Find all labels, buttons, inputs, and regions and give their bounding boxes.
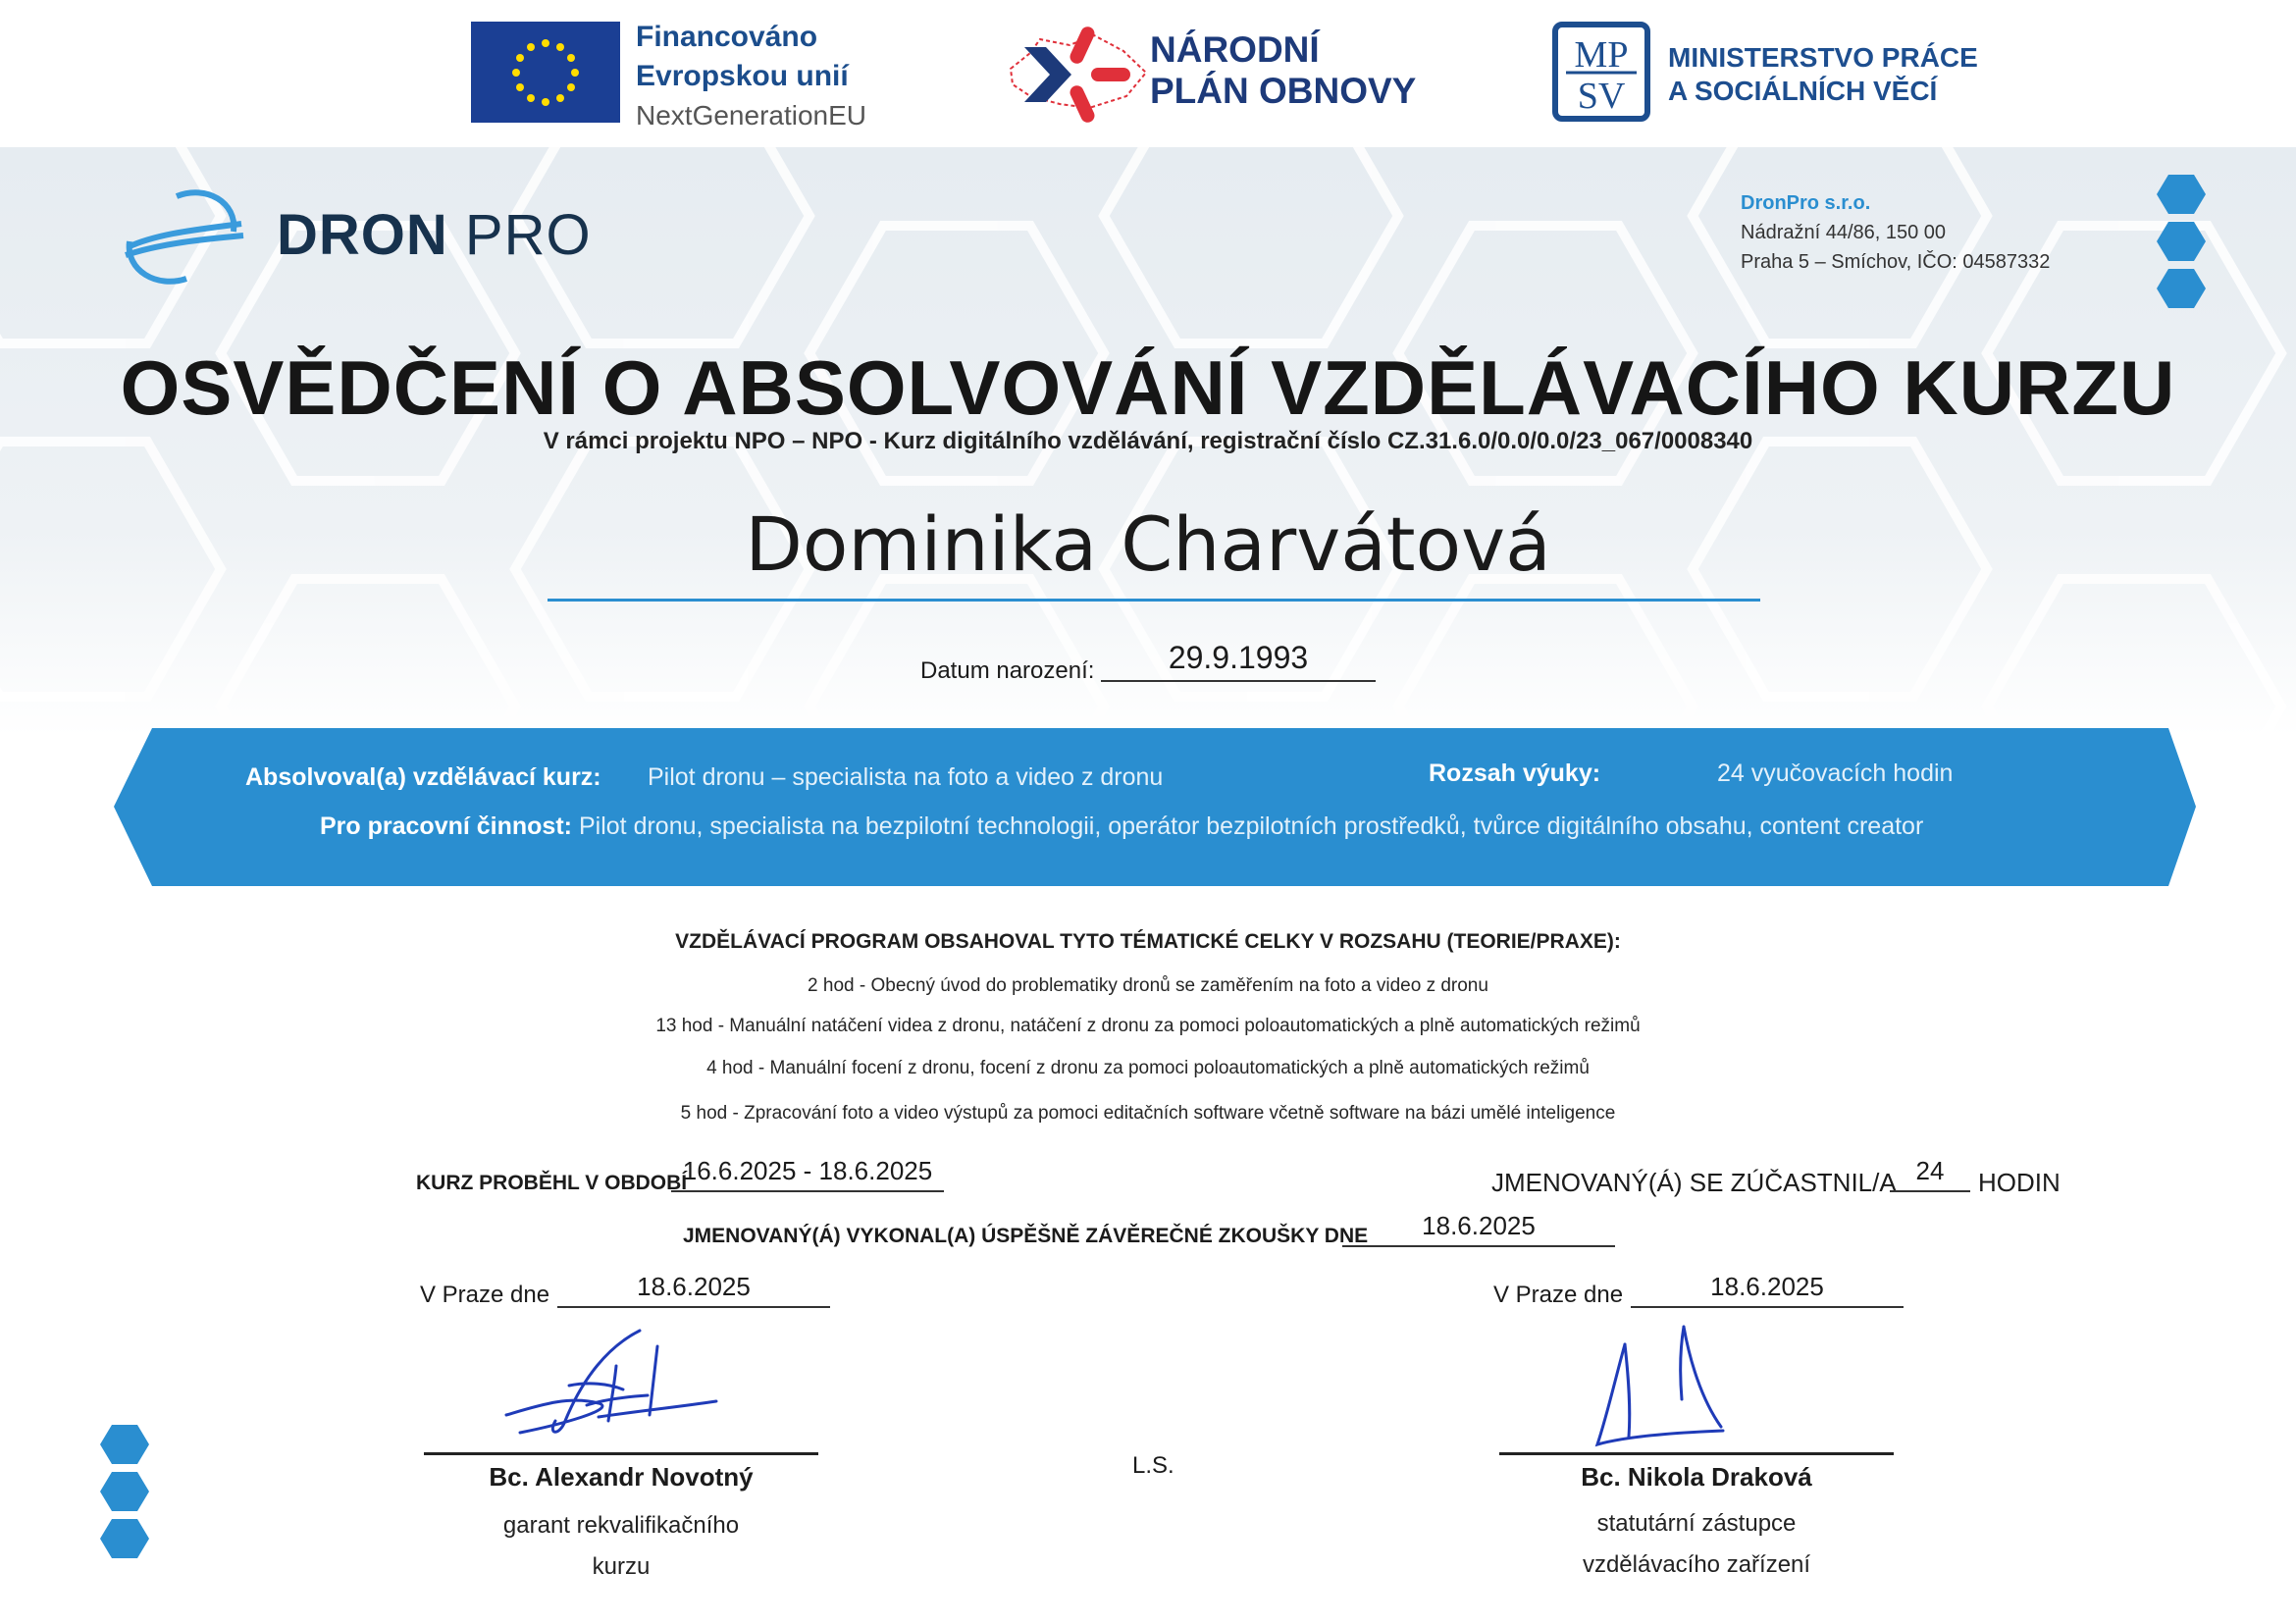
right-signer-name: Bc. Nikola Draková (1581, 1462, 1812, 1492)
course-ribbon (0, 726, 2296, 888)
company-address1: Nádražní 44/86, 150 00 (1741, 222, 1947, 243)
mpsv-logo (1552, 22, 1650, 122)
scope-label: Rozsah výuky: (1429, 760, 1601, 787)
certificate-subtitle: V rámci projektu NPO – NPO - Kurz digitálního vzdělávání, registrační číslo CZ.31.6.0/0.0/0.0/23_067/0008340 (543, 428, 1753, 454)
mpsv-line2: A SOCIÁLNÍCH VĚCÍ (1668, 76, 1938, 106)
period-value: 16.6.2025 - 18.6.2025 (671, 1156, 944, 1192)
company-info (1741, 188, 2050, 277)
eu-line3: NextGenerationEU (636, 100, 867, 131)
svg-text:SV: SV (1577, 76, 1626, 116)
npo-line1: NÁRODNÍ (1150, 29, 1320, 70)
period-label: KURZ PROBĚHL V OBDOBÍ (416, 1172, 688, 1194)
left-signer-name: Bc. Alexandr Novotný (489, 1462, 754, 1492)
scope-value: 24 vyučovacích hodin (1717, 760, 1954, 787)
dob-value: 29.9.1993 (1101, 640, 1376, 682)
eu-line2: Evropskou unií (636, 60, 849, 92)
npo-logo-icon (1001, 18, 1148, 131)
exam-date: 18.6.2025 (1342, 1211, 1615, 1247)
program-item: 13 hod - Manuální natáčení videa z dronu, natáčení z dronu za pomoci poloautomatických a plně automatických režimů (655, 1016, 1641, 1036)
left-place-label: V Praze dne (420, 1282, 550, 1308)
recipient-name: Dominika Charvátová (745, 500, 1551, 588)
brand-bold: DRON (277, 203, 448, 267)
program-item: 5 hod - Zpracování foto a video výstupů za pomoci editačních software včetně software na bázi umělé inteligence (680, 1103, 1616, 1124)
npo-line2: PLÁN OBNOVY (1150, 71, 1417, 111)
company-name: DronPro s.r.o. (1741, 192, 1871, 214)
right-signature (1586, 1321, 1733, 1448)
eu-stars-icon (471, 22, 620, 123)
eu-line1: Financováno (636, 21, 818, 53)
npo-text (1150, 29, 1416, 112)
dronpro-logo-icon (118, 184, 250, 288)
left-date: 18.6.2025 (557, 1272, 830, 1308)
right-date: 18.6.2025 (1631, 1272, 1904, 1308)
attended-label: JMENOVANÝ(Á) SE ZÚČASTNIL/A (1491, 1168, 1897, 1197)
company-address2: Praha 5 – Smíchov, IČO: 04587332 (1741, 251, 2051, 273)
left-signature-line (424, 1452, 818, 1455)
decor-hexagons-bottom-left (98, 1423, 151, 1564)
right-signer-role: statutární zástupce vzdělávacího zařízení (1582, 1510, 1811, 1578)
course-label: Absolvoval(a) vzdělávací kurz: (245, 763, 601, 791)
brand-light: PRO (464, 203, 592, 267)
recipient-underline (548, 599, 1760, 602)
program-item: 4 hod - Manuální focení z dronu, focení z dronu za pomoci poloautomatických a plně automatických režimů (706, 1058, 1590, 1078)
eu-flag-logo (471, 22, 620, 123)
dronpro-wordmark (277, 202, 592, 268)
svg-text:MP: MP (1574, 34, 1629, 76)
eu-funding-text (636, 18, 866, 135)
program-title: VZDĚLÁVACÍ PROGRAM OBSAHOVAL TYTO TÉMATICKÉ CELKY V ROZSAHU (TEORIE/PRAXE): (675, 930, 1621, 953)
attended-hours: 24 (1890, 1156, 1970, 1192)
right-signature-line (1499, 1452, 1894, 1455)
stamp-placeholder: L.S. (1132, 1452, 1174, 1479)
right-place-label: V Praze dne (1493, 1282, 1624, 1308)
left-signature (500, 1327, 726, 1444)
decor-hexagons-top-right (2155, 173, 2208, 314)
dob-label: Datum narození: (920, 657, 1095, 684)
exam-label: JMENOVANÝ(Á) VYKONAL(A) ÚSPĚŠNĚ ZÁVĚREČNÉ ZKOUŠKY DNE (683, 1225, 1369, 1247)
course-value: Pilot dronu – specialista na foto a video z dronu (648, 763, 1164, 791)
certificate-title: OSVĚDČENÍ O ABSOLVOVÁNÍ VZDĚLÁVACÍHO KURZU (120, 344, 2176, 431)
left-signer-role: garant rekvalifikačního kurzu (502, 1512, 740, 1580)
mpsv-line1: MINISTERSTVO PRÁCE (1668, 42, 1978, 73)
activity-label: Pro pracovní činnost: (320, 812, 572, 840)
attended-unit: HODIN (1978, 1168, 2061, 1197)
mpsv-text (1668, 41, 1978, 108)
program-item: 2 hod - Obecný úvod do problematiky dronů se zaměřením na foto a video z dronu (808, 975, 1488, 996)
mpsv-monogram-icon (1558, 27, 1644, 116)
activity-value: Pilot dronu, specialista na bezpilotní technologii, operátor bezpilotních prostředků, tvůrce digitálního obsahu, content creator (579, 812, 1924, 840)
